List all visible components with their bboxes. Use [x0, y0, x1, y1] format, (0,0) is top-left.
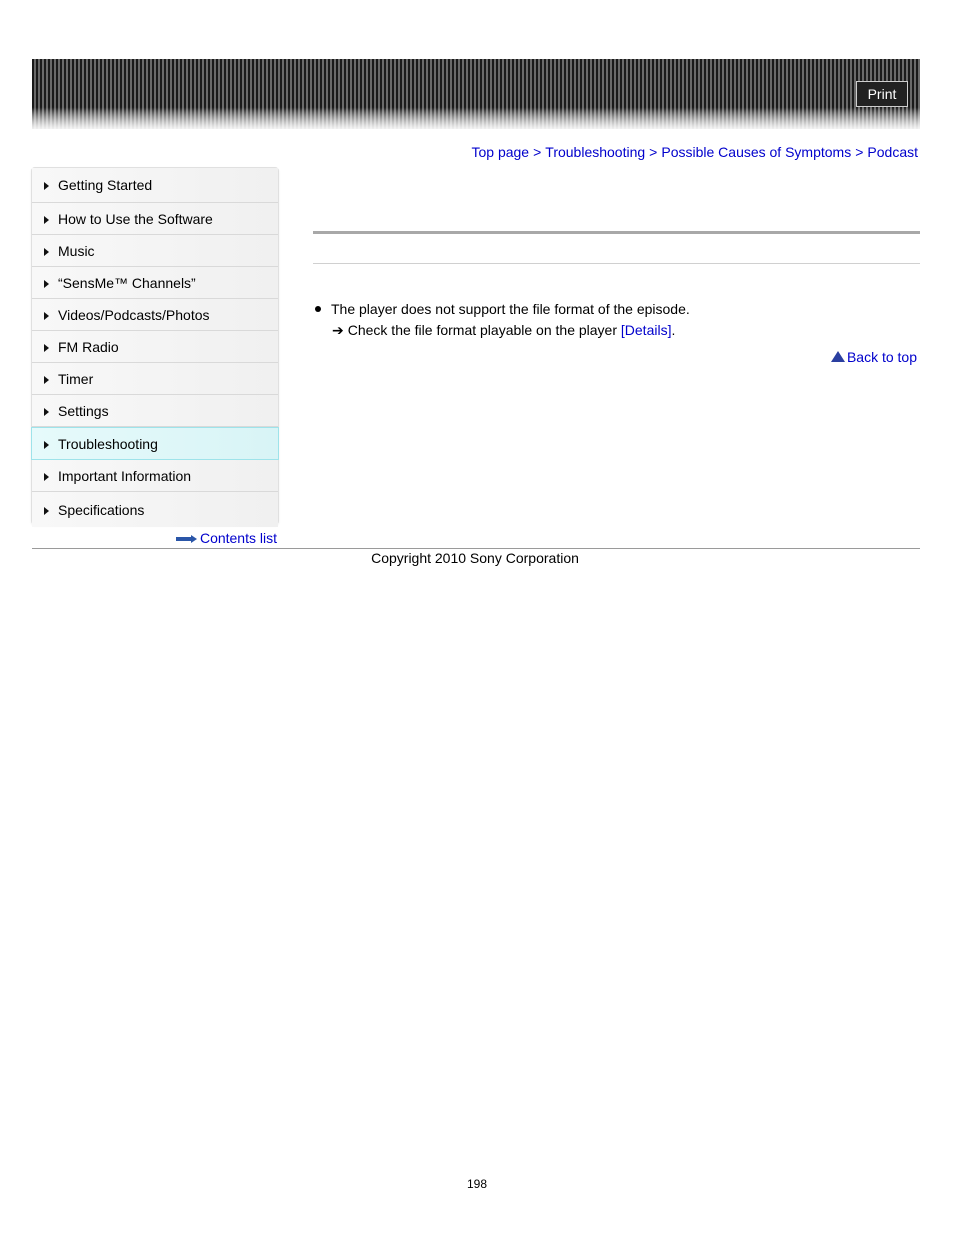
contents-list-link[interactable]	[176, 530, 277, 546]
sidebar-item-label: FM Radio	[58, 338, 119, 355]
caret-right-icon	[44, 376, 49, 384]
sidebar-nav	[31, 167, 279, 525]
caret-right-icon	[44, 280, 49, 288]
sidebar-item-specifications[interactable]	[32, 492, 278, 527]
breadcrumb-podcast[interactable]: Podcast	[867, 144, 918, 160]
footer-divider	[32, 548, 920, 549]
sidebar-item-getting-started[interactable]	[32, 168, 278, 203]
breadcrumb	[471, 144, 918, 160]
copyright-text: Copyright 2010 Sony Corporation	[371, 550, 579, 566]
caret-right-icon	[44, 473, 49, 481]
bullet-icon	[315, 306, 321, 312]
caret-right-icon	[44, 216, 49, 224]
remedy-item	[332, 322, 675, 339]
triangle-up-icon	[831, 351, 845, 362]
details-link[interactable]: [Details]	[620, 322, 672, 338]
sidebar-item-videos-podcasts-photos[interactable]	[32, 299, 278, 331]
sidebar-item-label: Settings	[58, 402, 109, 419]
caret-right-icon	[44, 312, 49, 320]
sidebar-item-label: Getting Started	[58, 177, 153, 193]
sidebar-item-how-to-use-software[interactable]	[32, 203, 278, 235]
page-number: 198	[466, 1177, 488, 1191]
caret-right-icon	[44, 441, 49, 449]
caret-right-icon	[44, 182, 49, 190]
caret-right-icon	[44, 248, 49, 256]
sidebar-item-troubleshooting[interactable]	[31, 427, 279, 460]
subtitle-divider	[313, 263, 920, 264]
sidebar-item-sensme-channels[interactable]	[32, 267, 278, 299]
caret-right-icon	[44, 344, 49, 352]
breadcrumb-separator: >	[533, 144, 542, 160]
sidebar-item-label: Troubleshooting	[58, 435, 158, 452]
breadcrumb-top-page[interactable]: Top page	[471, 144, 530, 160]
sidebar-item-label: Timer	[58, 370, 94, 387]
sidebar-item-label: How to Use the Software	[58, 210, 213, 227]
caret-right-icon	[44, 507, 49, 515]
cause-item	[315, 301, 690, 317]
back-to-top-label[interactable]: Back to top	[846, 349, 917, 365]
sidebar-item-important-information[interactable]	[32, 460, 278, 492]
sidebar-item-fm-radio[interactable]	[32, 331, 278, 363]
sidebar-item-label: Specifications	[58, 501, 145, 518]
sidebar-item-label: Important Information	[58, 467, 192, 484]
breadcrumb-separator: >	[649, 144, 658, 160]
sidebar-item-label: Videos/Podcasts/Photos	[58, 306, 210, 323]
sidebar-item-settings[interactable]	[32, 395, 278, 427]
sidebar-item-label: “SensMe™ Channels”	[58, 274, 196, 291]
sidebar-item-label: Music	[58, 242, 95, 259]
cause-text: The player does not support the file format of the episode.	[331, 301, 690, 317]
back-to-top-link[interactable]	[831, 349, 917, 365]
remedy-end: .	[671, 322, 676, 338]
sidebar-item-timer[interactable]	[32, 363, 278, 395]
breadcrumb-possible-causes[interactable]: Possible Causes of Symptoms	[661, 144, 852, 160]
breadcrumb-troubleshooting[interactable]: Troubleshooting	[545, 144, 646, 160]
caret-right-icon	[44, 408, 49, 416]
print-button[interactable]: Print	[856, 81, 908, 107]
remedy-text: Check the file format playable on the player	[347, 322, 621, 338]
header-banner	[32, 59, 920, 129]
arrow-right-icon: ➔	[332, 322, 344, 338]
contents-list-label[interactable]: Contents list	[199, 530, 277, 546]
breadcrumb-separator: >	[855, 144, 864, 160]
arrow-right-icon	[176, 535, 198, 543]
title-divider	[313, 231, 920, 234]
sidebar-item-music[interactable]	[32, 235, 278, 267]
